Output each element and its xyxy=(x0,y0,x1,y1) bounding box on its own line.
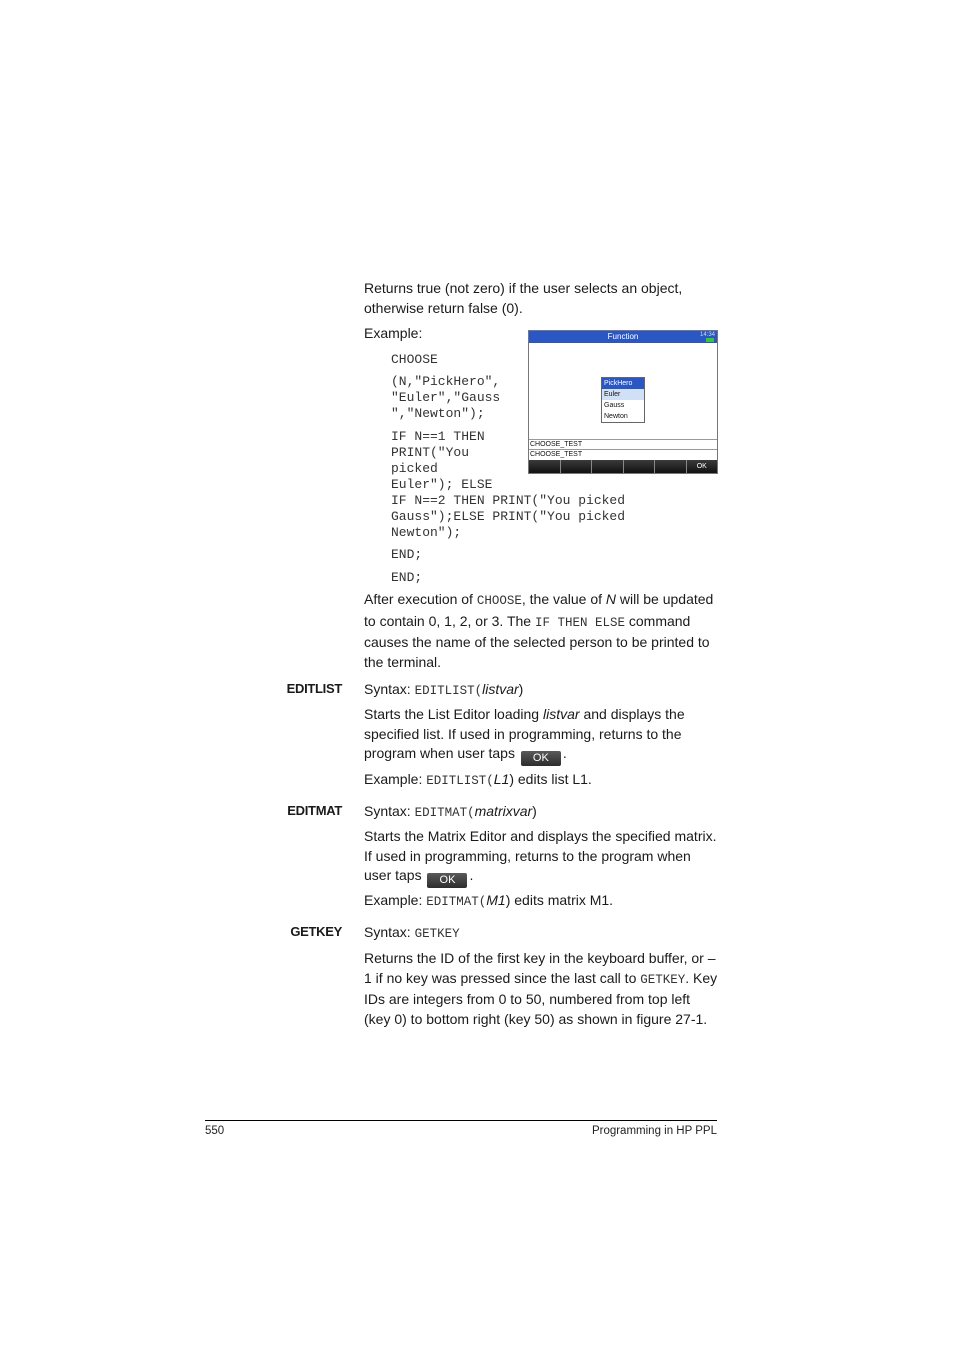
calc-title-bar xyxy=(529,331,717,343)
menu-title: PickHero xyxy=(602,378,644,389)
softkey-5[interactable] xyxy=(655,460,687,473)
softkey-4[interactable] xyxy=(624,460,656,473)
code-line-args: (N,"PickHero", "Euler","Gauss ","Newton"); xyxy=(391,374,501,421)
footer-rule xyxy=(205,1120,717,1121)
editlist-description: Starts the List Editor loading listvar and displays the specified list. If used in programming, returns to the program when user taps OK . xyxy=(364,706,685,764)
choose-menu xyxy=(601,377,645,423)
editmat-example: Example: EDITMAT(M1) edits matrix M1. xyxy=(364,892,614,909)
softkey-2[interactable] xyxy=(561,460,593,473)
editmat-description: Starts the Matrix Editor and displays the specified matrix. If used in programming, returns to the program when user taps OK . xyxy=(364,828,717,886)
code-line-choose: CHOOSE xyxy=(391,352,438,367)
code-line-end-2: END; xyxy=(391,570,423,585)
calc-title: Function xyxy=(607,332,639,341)
chapter-title: Programming in HP PPL xyxy=(591,1125,717,1137)
terminal-line-1: CHOOSE_TEST xyxy=(530,441,583,448)
getkey-description: Returns the ID of the first key in the keyboard buffer, or –1 if no key was pressed since the last call to GETKEY. Key IDs are integers from 0 to 50, numbered from top left (key 0) to bottom right (key 50) as shown in figure 27-1. xyxy=(364,950,718,1027)
softkey-3[interactable] xyxy=(592,460,624,473)
editlist-example: Example: EDITLIST(L1) edits list L1. xyxy=(364,771,592,788)
terminal-line-2: CHOOSE_TEST xyxy=(530,451,583,458)
code-line-end-1: END; xyxy=(391,547,423,562)
ok-button-icon: OK xyxy=(521,751,561,766)
calculator-screen xyxy=(528,330,718,474)
example-label: Example: xyxy=(364,325,423,341)
editlist-term: EDITLIST xyxy=(286,681,342,696)
getkey-term: GETKEY xyxy=(290,924,342,939)
calc-status-time: 14:34 xyxy=(699,332,715,338)
menu-item-euler[interactable]: Euler xyxy=(602,389,644,400)
editlist-syntax: Syntax: EDITLIST(listvar) xyxy=(364,681,524,698)
battery-icon xyxy=(706,338,714,342)
softkey-1[interactable] xyxy=(529,460,561,473)
editmat-syntax: Syntax: EDITMAT(matrixvar) xyxy=(364,803,537,820)
getkey-syntax: Syntax: GETKEY xyxy=(364,924,460,941)
code-line-if: IF N==1 THEN PRINT("You picked Euler"); ELSE IF N==2 THEN PRINT("You picked Gauss");ELSE PRINT("You picked Newton"); xyxy=(391,429,626,540)
softkey-bar xyxy=(529,460,717,473)
menu-item-gauss[interactable]: Gauss xyxy=(604,402,625,409)
ok-button-icon: OK xyxy=(427,873,467,888)
after-execution-paragraph: After execution of CHOOSE, the value of N will be updated to contain 0, 1, 2, or 3. The IF THEN ELSE command causes the name of the selected person to be printed to the terminal. xyxy=(364,591,714,670)
menu-item-newton[interactable]: Newton xyxy=(604,413,628,420)
returns-paragraph: Returns true (not zero) if the user selects an object, otherwise return false (0). xyxy=(364,280,683,316)
editmat-term: EDITMAT xyxy=(287,803,342,818)
page-number: 550 xyxy=(205,1125,225,1137)
softkey-ok[interactable]: OK xyxy=(687,460,718,473)
